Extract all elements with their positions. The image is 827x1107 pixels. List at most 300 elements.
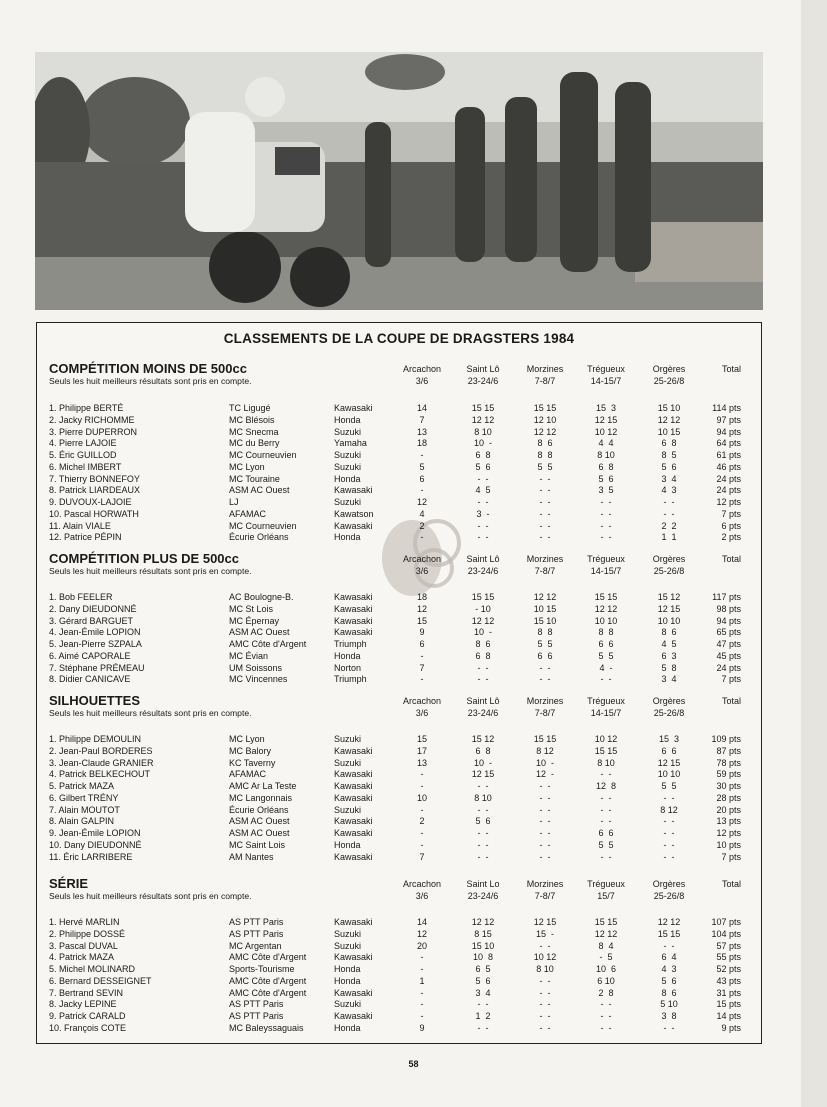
- event-result: - -: [477, 662, 489, 673]
- rider-name: 3. Pierre DUPERRON: [49, 426, 138, 437]
- motorcycle-make: Suzuki: [334, 734, 362, 744]
- club-name: AS PTT Paris: [229, 999, 284, 1010]
- club-name: MC Langonnais: [229, 792, 293, 803]
- motorcycle-make: Kawasaki: [334, 403, 373, 413]
- event-result: 15 12: [471, 734, 495, 744]
- event-result: -: [420, 964, 424, 974]
- event-result: 7: [419, 662, 425, 673]
- event-result: 12 12: [533, 592, 557, 602]
- event-date: 25-26/8: [653, 707, 685, 718]
- event-result: 18: [416, 438, 427, 449]
- event-result: 6 8: [598, 461, 614, 472]
- motorcycle-make: Suzuki: [334, 940, 362, 951]
- total-points: 109 pts: [711, 734, 741, 744]
- event-result: 4 -: [599, 662, 613, 673]
- rider-name: 4. Patrick MAZA: [49, 952, 115, 963]
- event-result: 6 8: [475, 745, 491, 756]
- event-result: - -: [600, 1011, 612, 1021]
- event-result: - -: [539, 792, 551, 803]
- event-date: 7-8/7: [534, 375, 556, 386]
- event-result: 15: [416, 734, 427, 744]
- event-result: - -: [477, 520, 489, 531]
- event-result: - -: [600, 1022, 612, 1033]
- event-result: 15 15: [471, 403, 495, 413]
- total-points: 87 pts: [716, 745, 741, 756]
- motorcycle-make: Kawasaki: [334, 1011, 373, 1021]
- event-result: 3 8: [661, 1011, 677, 1021]
- event-result: 15 15: [594, 592, 618, 602]
- motorcycle-make: Kawasaki: [334, 769, 373, 780]
- rider-name: 3. Gérard BARGUET: [49, 615, 134, 626]
- event-result: 12 15: [533, 917, 557, 927]
- event-result: 12 15: [471, 769, 495, 780]
- event-result: 10 15: [533, 603, 557, 614]
- event-result: 8 4: [598, 940, 614, 951]
- section-subtitle: Seuls les huit meilleurs résultats sont pris en compte.: [49, 891, 252, 901]
- motorcycle-make: Suzuki: [334, 928, 362, 939]
- event-result: 15 3: [658, 734, 680, 744]
- event-result: -: [420, 804, 424, 815]
- rider-name: 3. Pascal DUVAL: [49, 940, 118, 951]
- motorcycle-make: Honda: [334, 975, 361, 986]
- table-row: [37, 426, 761, 438]
- event-result: 12 8: [595, 781, 617, 791]
- event-result: 8 10: [597, 757, 615, 768]
- event-header: [451, 554, 515, 577]
- event-result: 12 15: [657, 603, 681, 614]
- club-name: AS PTT Paris: [229, 1011, 284, 1021]
- total-points: 30 pts: [716, 781, 741, 791]
- event-result: 3 4: [661, 473, 677, 484]
- event-date: 14-15/7: [590, 707, 622, 718]
- club-name: AFAMAC: [229, 508, 267, 519]
- event-result: - -: [539, 532, 551, 543]
- event-name: Saint Lo: [466, 879, 500, 889]
- total-points: 107 pts: [711, 917, 741, 927]
- table-row: [37, 461, 761, 473]
- event-header: [513, 879, 577, 902]
- event-date: 7-8/7: [534, 565, 556, 576]
- event-result: - -: [663, 508, 675, 519]
- motorcycle-make: Kawasaki: [334, 745, 373, 756]
- motorcycle-make: Suzuki: [334, 497, 362, 507]
- event-result: - -: [663, 816, 675, 827]
- event-result: 8 6: [661, 627, 677, 638]
- rider-name: 9. Jean-Émile LOPION: [49, 828, 141, 838]
- event-result: 2 8: [598, 987, 614, 998]
- event-result: 5: [419, 461, 425, 472]
- event-result: 8 8: [537, 450, 553, 460]
- event-date: 23-24/6: [467, 890, 499, 901]
- event-result: 10 10: [657, 769, 681, 780]
- total-points: 6 pts: [721, 520, 741, 531]
- event-name: Morzines: [526, 364, 564, 374]
- event-result: 4 4: [598, 438, 614, 449]
- motorcycle-make: Kawasaki: [334, 917, 373, 927]
- event-result: - -: [663, 839, 675, 850]
- event-result: - -: [477, 781, 489, 791]
- motorcycle-make: Honda: [334, 414, 361, 425]
- table-row: [37, 768, 761, 780]
- rider-name: 4. Patrick BELKECHOUT: [49, 769, 151, 780]
- rider-name: 12. Patrice PÉPIN: [49, 532, 122, 543]
- table-row: [37, 402, 761, 414]
- rider-name: 2. Jean-Paul BORDERES: [49, 745, 153, 756]
- total-points: 98 pts: [716, 603, 741, 614]
- table-row: [37, 650, 761, 662]
- event-result: - -: [539, 1022, 551, 1033]
- table-row: [37, 626, 761, 638]
- event-result: 8 8: [537, 627, 553, 638]
- club-name: TC Ligugé: [229, 403, 271, 413]
- event-date: 7-8/7: [534, 707, 556, 718]
- event-name: Morzines: [526, 696, 564, 706]
- event-result: 5 5: [537, 461, 553, 472]
- event-result: - -: [539, 662, 551, 673]
- motorcycle-make: Kawasaki: [334, 816, 373, 827]
- total-points: 7 pts: [721, 508, 741, 519]
- motorcycle-make: Kawasaki: [334, 485, 373, 496]
- motorcycle-make: Norton: [334, 662, 362, 673]
- motorcycle-make: Suzuki: [334, 461, 362, 472]
- club-name: ASM AC Ouest: [229, 816, 290, 827]
- event-result: 3 4: [661, 674, 677, 685]
- event-result: 9: [419, 1022, 425, 1033]
- table-row: [37, 940, 761, 952]
- club-name: AMC Ar La Teste: [229, 781, 297, 791]
- rider-name: 6. Gilbert TRÉNY: [49, 792, 119, 803]
- event-result: 18: [416, 592, 427, 602]
- event-result: - -: [539, 674, 551, 685]
- club-name: MC Balory: [229, 745, 272, 756]
- event-result: -: [420, 781, 424, 791]
- event-result: - -: [539, 987, 551, 998]
- club-name: MC Épernay: [229, 615, 280, 626]
- event-result: - -: [600, 520, 612, 531]
- table-row: [37, 998, 761, 1010]
- event-result: -: [420, 450, 424, 460]
- event-result: 12 -: [535, 769, 554, 780]
- event-result: 8 5: [661, 450, 677, 460]
- event-result: 15 15: [471, 592, 495, 602]
- rider-name: 6. Bernard DESSEIGNET: [49, 975, 152, 986]
- motorcycle-make: Kawasaki: [334, 520, 373, 531]
- club-name: MC du Berry: [229, 438, 280, 449]
- event-name: Trégueux: [587, 696, 625, 706]
- club-name: Sports-Tourisme: [229, 964, 295, 974]
- event-result: - -: [539, 497, 551, 507]
- motorcycle-make: Kawatson: [334, 508, 374, 519]
- event-result: 15 3: [595, 403, 617, 413]
- event-result: 15 15: [657, 928, 681, 939]
- club-name: MC Vincennes: [229, 674, 288, 685]
- event-header: [574, 554, 638, 577]
- section-subtitle: Seuls les huit meilleurs résultats sont pris en compte.: [49, 376, 252, 386]
- total-points: 15 pts: [716, 999, 741, 1010]
- event-result: 6: [419, 639, 425, 649]
- event-date: 7-8/7: [534, 890, 556, 901]
- event-name: Arcachon: [402, 554, 442, 564]
- event-result: - -: [539, 485, 551, 496]
- rider-name: 7. Alain MOUTOT: [49, 804, 120, 815]
- event-result: 17: [416, 745, 427, 756]
- section-title: COMPÉTITION PLUS DE 500cc: [49, 551, 239, 566]
- club-name: AMC Côte d'Argent: [229, 639, 307, 649]
- event-result: -: [420, 485, 424, 496]
- event-result: - -: [663, 828, 675, 838]
- total-points: 9 pts: [721, 1022, 741, 1033]
- total-points: 94 pts: [716, 426, 741, 437]
- event-result: - -: [539, 816, 551, 827]
- total-header: Total: [721, 554, 741, 564]
- event-result: 5 5: [598, 839, 614, 850]
- club-name: MC Courneuvien: [229, 520, 297, 531]
- event-result: - -: [477, 999, 489, 1010]
- event-name: Morzines: [526, 554, 564, 564]
- event-result: 12 12: [471, 615, 495, 626]
- event-result: - -: [539, 999, 551, 1010]
- club-name: AM Nantes: [229, 851, 274, 862]
- event-result: - -: [539, 839, 551, 850]
- event-result: - 5: [599, 952, 613, 963]
- event-result: 10 10: [657, 615, 681, 626]
- motorcycle-make: Honda: [334, 839, 361, 850]
- event-date: 14-15/7: [590, 375, 622, 386]
- event-result: - -: [477, 851, 489, 862]
- event-result: 6 6: [598, 828, 614, 838]
- table-row: [37, 916, 761, 928]
- event-result: -: [420, 769, 424, 780]
- rider-name: 5. Éric GUILLOD: [49, 450, 117, 460]
- event-result: -: [420, 650, 424, 661]
- event-header: [513, 696, 577, 719]
- event-result: 5 6: [475, 461, 491, 472]
- event-result: 12 12: [657, 414, 681, 425]
- rider-name: 5. Patrick MAZA: [49, 781, 115, 791]
- event-result: 12: [416, 497, 427, 507]
- club-name: Écurie Orléans: [229, 532, 289, 543]
- section-subtitle: Seuls les huit meilleurs résultats sont pris en compte.: [49, 566, 252, 576]
- dragster-race-photo-icon: [35, 52, 763, 310]
- table-row: [37, 1022, 761, 1034]
- event-header: [574, 696, 638, 719]
- motorcycle-make: Kawasaki: [334, 781, 373, 791]
- motorcycle-make: Suzuki: [334, 426, 362, 437]
- event-result: 14: [416, 917, 427, 927]
- event-result: 15 12: [657, 592, 681, 602]
- event-name: Trégueux: [587, 554, 625, 564]
- total-points: 65 pts: [716, 627, 741, 638]
- table-row: [37, 508, 761, 520]
- rider-name: 1. Philippe DEMOULIN: [49, 734, 142, 744]
- event-date: 3/6: [415, 565, 429, 576]
- event-result: 5 6: [661, 975, 677, 986]
- event-result: -: [420, 952, 424, 963]
- event-result: 5 6: [661, 461, 677, 472]
- event-result: - -: [600, 508, 612, 519]
- total-points: 78 pts: [716, 757, 741, 768]
- event-header: [574, 879, 638, 902]
- club-name: MC St Lois: [229, 603, 274, 614]
- rider-name: 5. Michel MOLINARD: [49, 964, 136, 974]
- event-result: 10 12: [594, 426, 618, 437]
- event-date: 3/6: [415, 707, 429, 718]
- event-result: - -: [477, 532, 489, 543]
- section-title: COMPÉTITION MOINS DE 500cc: [49, 361, 247, 376]
- total-points: 7 pts: [721, 674, 741, 685]
- motorcycle-make: Kawasaki: [334, 952, 373, 963]
- event-header: [451, 364, 515, 387]
- standings-box: [36, 322, 762, 1044]
- event-name: Arcachon: [402, 364, 442, 374]
- rider-name: 3. Jean-Claude GRANIER: [49, 757, 154, 768]
- event-result: - -: [477, 839, 489, 850]
- event-result: 9: [419, 627, 425, 638]
- table-row: [37, 745, 761, 757]
- event-result: 8 12: [536, 745, 554, 756]
- table-row: [37, 963, 761, 975]
- event-result: 2 2: [661, 520, 677, 531]
- event-result: 10 -: [535, 757, 554, 768]
- event-result: - -: [539, 1011, 551, 1021]
- event-result: 12 10: [533, 414, 557, 425]
- rider-name: 9. DUVOUX-LAJOIE: [49, 497, 132, 507]
- event-result: -: [420, 532, 424, 543]
- club-name: MC Argentan: [229, 940, 282, 951]
- event-result: - -: [600, 816, 612, 827]
- rider-name: 10. Pascal HORWATH: [49, 508, 139, 519]
- total-points: 43 pts: [716, 975, 741, 986]
- table-row: [37, 496, 761, 508]
- table-row: [37, 733, 761, 745]
- event-result: 12 15: [594, 414, 618, 425]
- table-row: [37, 531, 761, 543]
- event-result: - -: [539, 851, 551, 862]
- page-number: 58: [408, 1059, 419, 1069]
- event-result: 1 1: [661, 532, 677, 543]
- motorcycle-make: Honda: [334, 964, 361, 974]
- motorcycle-make: Kawasaki: [334, 627, 373, 638]
- event-result: 15 15: [594, 917, 618, 927]
- total-points: 31 pts: [716, 987, 741, 998]
- rider-name: 2. Dany DIEUDONNÉ: [49, 603, 137, 614]
- event-result: 8 15: [474, 928, 492, 939]
- event-result: - -: [600, 804, 612, 815]
- table-row: [37, 815, 761, 827]
- rider-name: 1. Philippe BERTÉ: [49, 403, 124, 413]
- total-header: Total: [721, 364, 741, 374]
- motorcycle-make: Honda: [334, 650, 361, 661]
- event-result: 8 6: [661, 987, 677, 998]
- event-result: 5 5: [537, 639, 553, 649]
- event-result: 10 -: [473, 438, 492, 449]
- event-result: 15 15: [533, 403, 557, 413]
- event-header: [390, 554, 454, 577]
- total-header: Total: [721, 879, 741, 889]
- motorcycle-make: Triumph: [334, 674, 367, 685]
- event-result: - -: [600, 674, 612, 685]
- table-row: [37, 638, 761, 650]
- event-result: - -: [600, 851, 612, 862]
- motorcycle-make: Kawasaki: [334, 851, 373, 862]
- event-result: - -: [600, 532, 612, 543]
- event-result: 12: [416, 928, 427, 939]
- event-result: 2: [419, 816, 425, 827]
- event-result: 10 8: [472, 952, 494, 963]
- total-points: 104 pts: [711, 928, 741, 939]
- rider-name: 4. Jean-Émile LOPION: [49, 627, 141, 638]
- event-result: -: [420, 839, 424, 850]
- event-result: - -: [663, 792, 675, 803]
- event-result: 5 8: [661, 662, 677, 673]
- rider-name: 2. Jacky RICHOMME: [49, 414, 135, 425]
- event-result: - -: [477, 497, 489, 507]
- event-name: Orgères: [652, 696, 686, 706]
- event-result: 6 8: [475, 650, 491, 661]
- motorcycle-make: Yamaha: [334, 438, 367, 449]
- rider-name: 7. Bertrand SEVIN: [49, 987, 124, 998]
- table-row: [37, 792, 761, 804]
- event-result: -: [420, 828, 424, 838]
- motorcycle-make: Triumph: [334, 639, 367, 649]
- event-result: 15 10: [657, 403, 681, 413]
- motorcycle-make: Suzuki: [334, 804, 362, 815]
- event-result: 6 10: [597, 975, 615, 986]
- total-points: 24 pts: [716, 473, 741, 484]
- total-points: 24 pts: [716, 485, 741, 496]
- total-points: 52 pts: [716, 964, 741, 974]
- event-result: 12: [416, 603, 427, 614]
- club-name: MC Courneuvien: [229, 450, 297, 460]
- motorcycle-make: Kawasaki: [334, 603, 373, 614]
- event-result: 8 12: [660, 804, 678, 815]
- table-row: [37, 951, 761, 963]
- event-result: - -: [539, 473, 551, 484]
- rider-name: 10. François COTE: [49, 1022, 127, 1033]
- event-date: 25-26/8: [653, 375, 685, 386]
- motorcycle-make: Kawasaki: [334, 615, 373, 626]
- event-result: 6 6: [661, 745, 677, 756]
- rider-name: 6. Aimé CAPORALE: [49, 650, 131, 661]
- event-name: Morzines: [526, 879, 564, 889]
- event-result: - -: [539, 975, 551, 986]
- motorcycle-make: Kawasaki: [334, 792, 373, 803]
- total-points: 97 pts: [716, 414, 741, 425]
- motorcycle-make: Honda: [334, 473, 361, 484]
- club-name: AMC Côte d'Argent: [229, 975, 307, 986]
- rider-name: 10. Dany DIEUDONNÉ: [49, 839, 142, 850]
- motorcycle-make: Suzuki: [334, 450, 362, 460]
- event-result: - -: [663, 940, 675, 951]
- event-result: 12 12: [594, 928, 618, 939]
- total-points: 45 pts: [716, 650, 741, 661]
- table-row: [37, 484, 761, 496]
- motorcycle-make: Honda: [334, 532, 361, 543]
- event-date: 3/6: [415, 890, 429, 901]
- event-result: 12 12: [471, 917, 495, 927]
- event-result: 4 3: [661, 485, 677, 496]
- club-name: AS PTT Paris: [229, 928, 284, 939]
- event-result: 2: [419, 520, 425, 531]
- table-row: [37, 804, 761, 816]
- rider-name: 9. Patrick CARALD: [49, 1011, 126, 1021]
- total-points: 10 pts: [716, 839, 741, 850]
- total-points: 24 pts: [716, 662, 741, 673]
- total-points: 12 pts: [716, 497, 741, 507]
- event-result: 12 12: [471, 414, 495, 425]
- section-title: SÉRIE: [49, 876, 89, 891]
- table-row: [37, 928, 761, 940]
